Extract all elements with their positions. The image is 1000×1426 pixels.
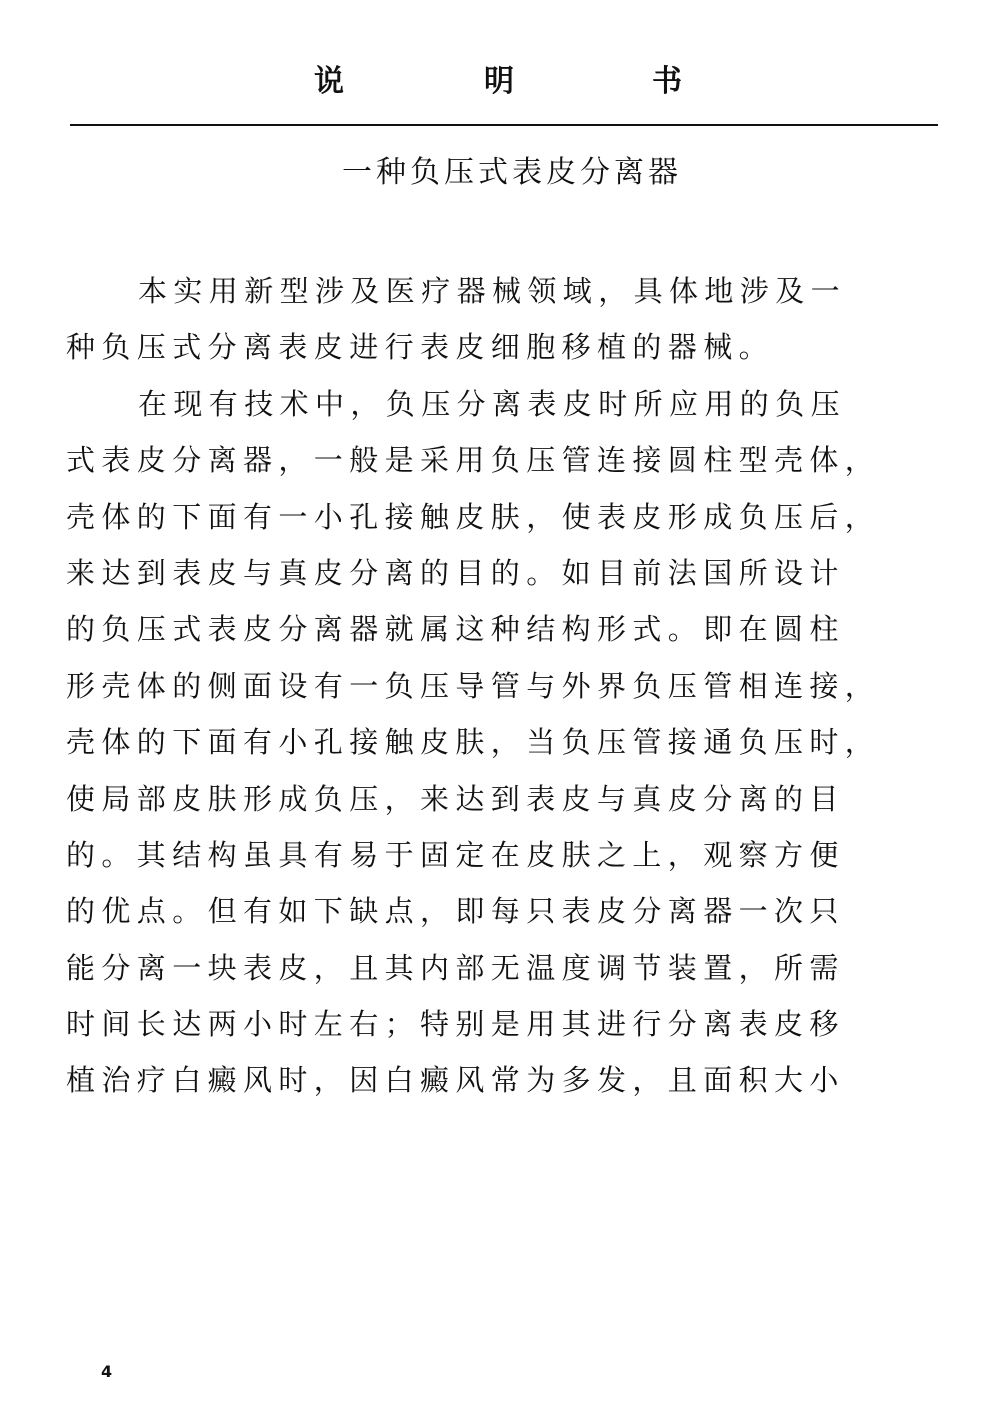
header-title-char-2: 明	[484, 64, 514, 99]
text-line: 本实用新型涉及医疗器械领域，具体地涉及一	[138, 274, 847, 308]
text-line: 形壳体的侧面设有一负压导管与外界负压管相连接，	[66, 668, 881, 703]
text-line: 的优点。但有如下缺点，即每只表皮分离器一次只	[66, 894, 845, 929]
header-title-char-1: 说	[314, 64, 344, 99]
text-line: 壳体的下面有小孔接触皮肤，当负压管接通负压时，	[66, 725, 881, 760]
header-title-char-3: 书	[652, 64, 682, 99]
text-line: 来达到表皮与真皮分离的目的。如目前法国所设计	[66, 555, 845, 590]
page-number: 4	[101, 1362, 113, 1381]
header-divider	[70, 124, 938, 126]
text-line: 的负压式表皮分离器就属这种结构形式。即在圆柱	[66, 612, 845, 647]
text-line: 的。其结构虽具有易于固定在皮肤之上，观察方便	[66, 837, 845, 872]
text-line: 在现有技术中，负压分离表皮时所应用的负压	[138, 386, 847, 421]
document-title: 一种负压式表皮分离器	[342, 155, 682, 190]
text-line: 式表皮分离器，一般是采用负压管连接圆柱型壳体，	[66, 443, 881, 478]
text-line: 植治疗白癜风时，因白癜风常为多发，且面积大小	[66, 1063, 845, 1098]
body-text	[66, 266, 881, 1112]
page-header	[0, 62, 1000, 110]
text-line: 能分离一块表皮，且其内部无温度调节装置，所需	[66, 950, 845, 985]
text-line: 使局部皮肤形成负压，来达到表皮与真皮分离的目	[66, 781, 845, 816]
text-line: 种负压式分离表皮进行表皮细胞移植的器械。	[66, 330, 775, 365]
text-line: 时间长达两小时左右；特别是用其进行分离表皮移	[66, 1007, 845, 1042]
text-line: 壳体的下面有一小孔接触皮肤，使表皮形成负压后，	[66, 499, 881, 534]
